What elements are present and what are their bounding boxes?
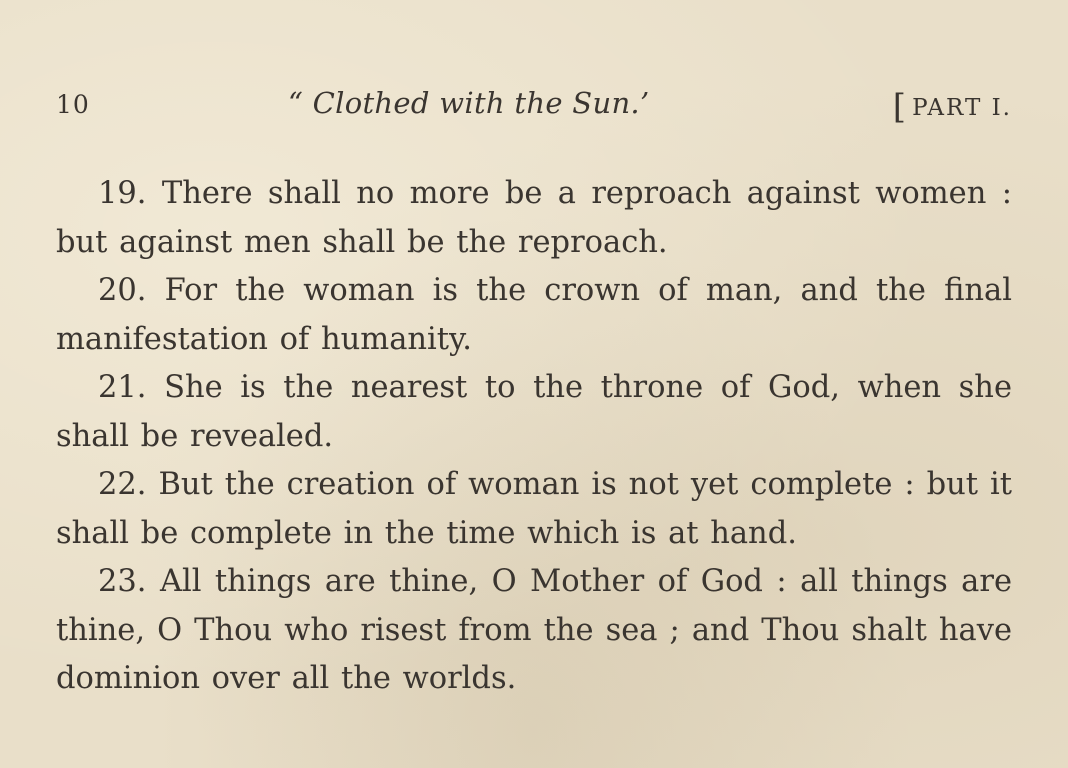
verse-20: 20. For the woman is the crown of man, and the final manifestation of humanity.	[56, 273, 1012, 357]
verse-19: 19. There shall no more be a reproach against women : but against men shall be the reproach.	[56, 176, 1012, 260]
verse-22: 22. But the creation of woman is not yet complete : but it shall be complete in the time which is at hand.	[56, 467, 1012, 551]
running-title: “ Clothed with the Sun.’	[288, 86, 650, 120]
running-head	[56, 86, 1012, 126]
verse-list	[56, 170, 1012, 704]
part-text: PART I.	[912, 95, 1012, 121]
verse-21: 21. She is the nearest to the throne of God, when she shall be revealed.	[56, 370, 1012, 454]
part-bracket: [	[892, 87, 909, 127]
part-label	[892, 84, 1012, 127]
verse-23: 23. All things are thine, O Mother of God : all things are thine, O Thou who risest from the sea ; and Thou shalt have dominion over all the worlds.	[56, 564, 1012, 696]
page-number: 10	[56, 90, 90, 119]
